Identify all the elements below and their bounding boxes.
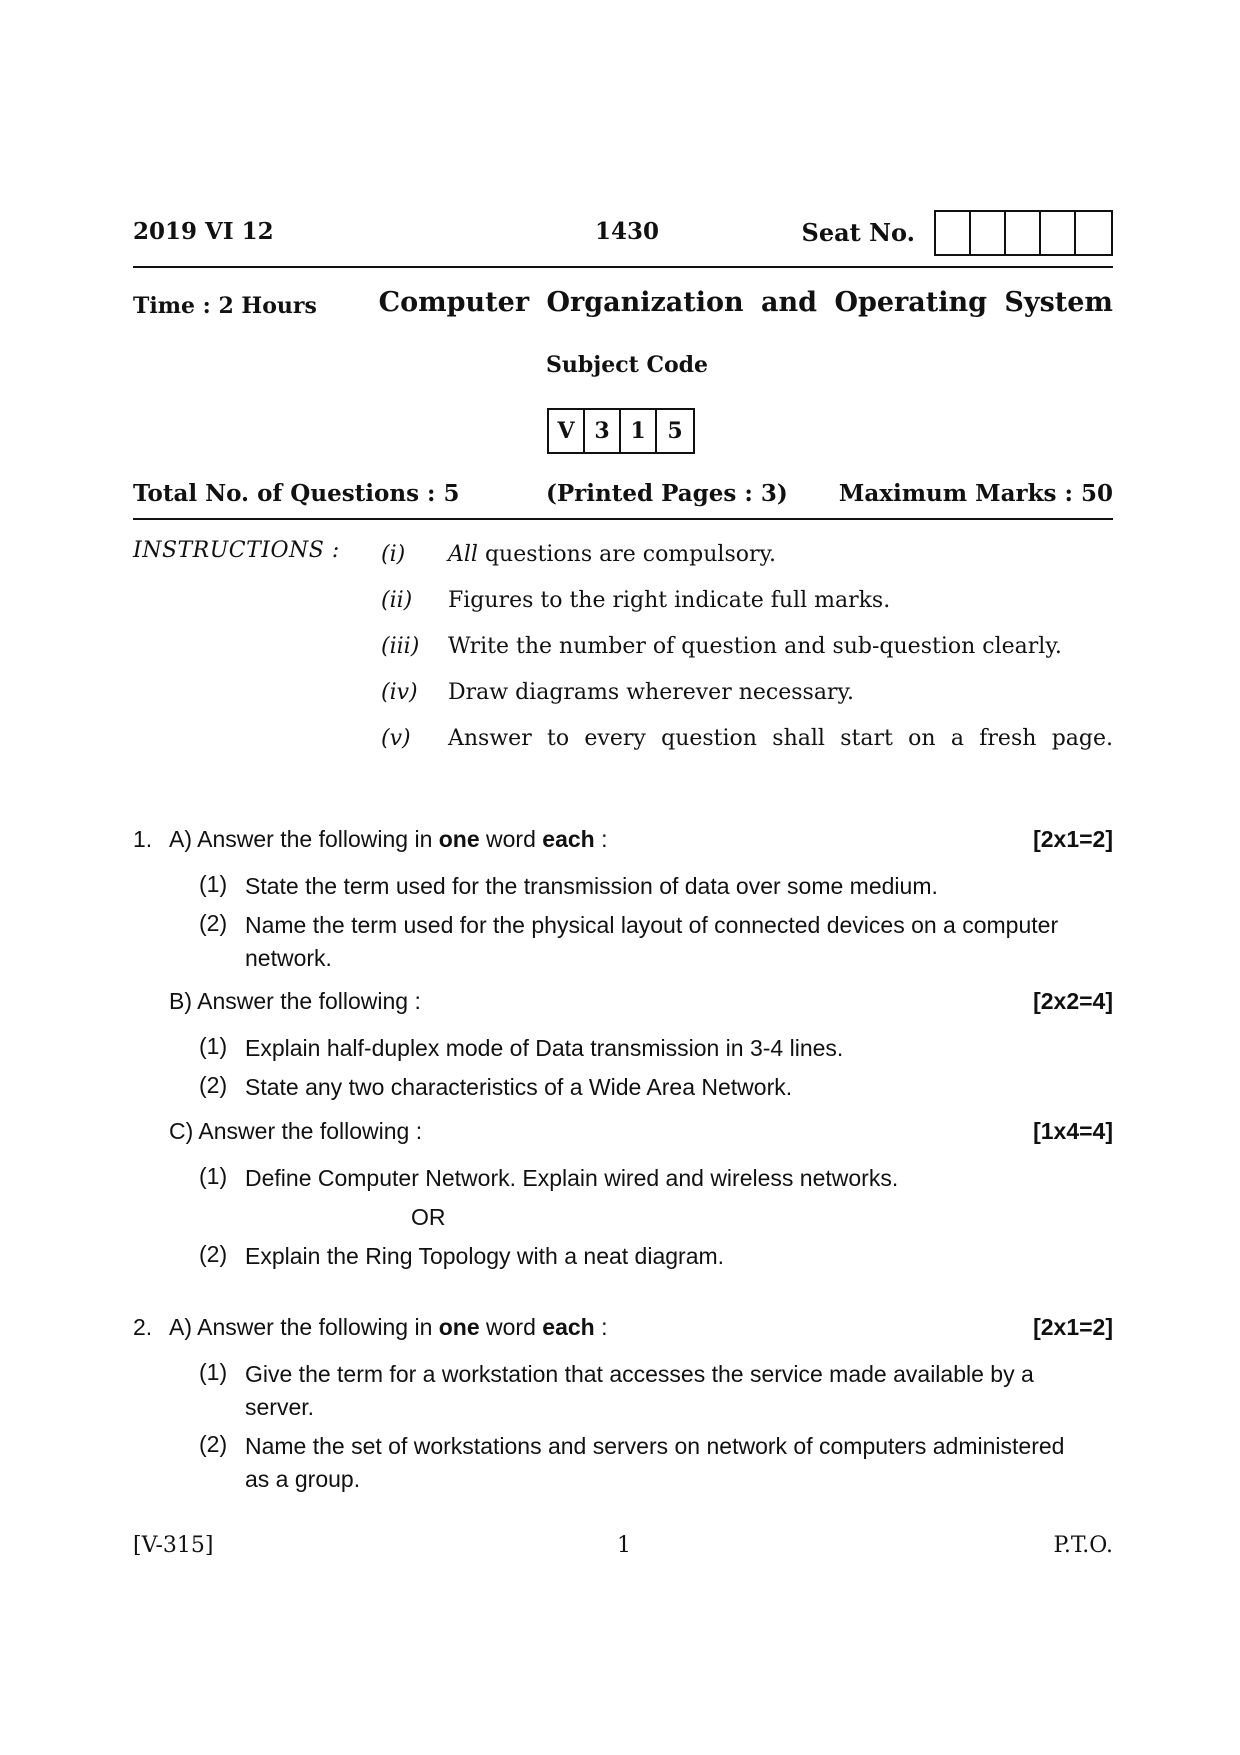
question-2a [133,1314,1113,1496]
instruction-item [381,630,1113,663]
sub-question-number: (1) [199,1033,228,1059]
prompt-text: Answer the following in [197,826,439,852]
instructions-list [381,538,1113,768]
maximum-marks: Maximum Marks : 50 [838,480,1113,507]
subject-code-char: 5 [667,418,683,444]
question-1c [133,1118,1113,1273]
seat-box [1041,212,1076,254]
subject-code-char: 3 [585,410,621,452]
instruction-text: Write the number of question and sub-question clearly. [448,634,1062,659]
seat-number-label: Seat No. [801,218,915,247]
question-part-prompt [169,1314,608,1341]
total-questions: Total No. of Questions : 5 [133,480,460,507]
instructions-label: INSTRUCTIONS : [133,538,340,563]
instruction-item [381,584,1113,617]
question-marks: [2x2=4] [1033,988,1113,1014]
question-part-prompt [169,826,608,853]
part-label: C) [169,1118,194,1144]
part-label: B) [169,988,192,1014]
instruction-number: (i) [381,542,406,567]
or-separator: OR [411,1204,446,1230]
subject-code-label: Subject Code [546,352,709,378]
instruction-lead: All [448,542,478,567]
instruction-item [381,722,1113,755]
prompt-emphasis: one [438,1314,480,1340]
sub-question [199,1430,1113,1496]
sub-question-text: State any two characteristics of a Wide Area Network. [245,1074,793,1100]
question-head [133,826,1113,864]
prompt-emphasis: one [438,826,480,852]
question-head [133,988,1113,1026]
subject-code-char: 1 [621,410,657,452]
part-label: A) [169,1314,192,1340]
sub-question-text: Explain half-duplex mode of Data transmission in 3-4 lines. [245,1035,844,1061]
center-code: 1430 [595,218,660,245]
instruction-item [381,538,1113,571]
question-number: 1. [133,826,153,852]
instruction-text: Draw diagrams wherever necessary. [448,680,854,705]
seat-box [1076,212,1111,254]
instruction-number: (iv) [381,680,418,705]
sub-question [199,909,1113,975]
question-head [133,1118,1113,1156]
sub-question [199,1358,1113,1424]
exam-page [133,0,1113,1755]
question-head [133,1314,1113,1352]
prompt-emphasis: each [542,826,595,852]
question-1a [133,826,1113,975]
header-top-row [133,210,1113,256]
question-part-prompt [169,988,421,1015]
seat-box [1006,212,1041,254]
sub-question [199,870,1113,903]
sub-question-text: Name the set of workstations and servers on network of computers administered as a group. [245,1433,1065,1492]
question-marks: [2x1=2] [1033,1314,1113,1340]
question-part-prompt [169,1118,422,1145]
meta-divider [133,518,1113,520]
sub-question-number: (1) [199,871,228,897]
sub-question-number: (2) [199,910,228,936]
sub-question-text: Explain the Ring Topology with a neat diagram. [245,1243,725,1269]
part-label: A) [169,826,192,852]
instruction-body: questions are compulsory. [477,542,777,567]
question-number: 2. [133,1314,153,1340]
sub-question [199,1032,1113,1065]
page-number: 1 [617,1533,631,1558]
instruction-text [448,538,1113,571]
sub-question [199,1240,1113,1273]
paper-title: Computer Organization and Operating System [378,287,1113,318]
sub-question [199,1071,1113,1104]
instruction-number: (v) [381,726,411,751]
seat-box [936,212,971,254]
seat-box [971,212,1006,254]
sub-question-text: Give the term for a workstation that accesses the service made available by a server. [245,1361,1034,1420]
sub-question [199,1162,1113,1195]
sub-question-text: Define Computer Network. Explain wired and wireless networks. [245,1165,899,1191]
time-allowed: Time : 2 Hours [133,293,317,319]
sub-question-number: (2) [199,1241,228,1267]
paper-meta-row [133,480,1113,514]
seat-number-boxes [934,210,1113,256]
sub-question-number: (2) [199,1072,228,1098]
sub-question-text: State the term used for the transmission of data over some medium. [245,873,938,899]
instruction-item [381,676,1113,709]
prompt-text: word [479,1314,543,1340]
please-turn-over: P.T.O. [1053,1533,1113,1558]
question-marks: [2x1=2] [1033,826,1113,852]
footer-paper-code: [V-315] [133,1533,214,1558]
sub-question-text: Name the term used for the physical layout of connected devices on a computer network. [245,912,1059,971]
subject-code-char: V [549,410,585,452]
instruction-number: (ii) [381,588,413,613]
sub-question-number: (1) [199,1163,228,1189]
prompt-text: Answer the following : [198,1118,423,1144]
time-title-row [133,287,1113,327]
question-1b [133,988,1113,1104]
prompt-text: : [594,1314,608,1340]
paper-code: 2019 VI 12 [133,218,274,245]
sub-question-number: (1) [199,1359,228,1385]
header-divider [133,266,1113,268]
prompt-text: Answer the following : [197,988,421,1014]
instruction-text: Figures to the right indicate full marks. [448,588,891,613]
prompt-text: word [479,826,543,852]
subject-code-boxes [547,408,695,454]
question-marks: [1x4=4] [1033,1118,1113,1144]
instruction-number: (iii) [381,634,420,659]
prompt-text: : [594,826,608,852]
prompt-emphasis: each [542,1314,595,1340]
prompt-text: Answer the following in [197,1314,439,1340]
instruction-text: Answer to every question shall start on a fresh page. [448,726,1113,751]
sub-question-number: (2) [199,1431,228,1457]
printed-pages: (Printed Pages : 3) [546,480,788,507]
